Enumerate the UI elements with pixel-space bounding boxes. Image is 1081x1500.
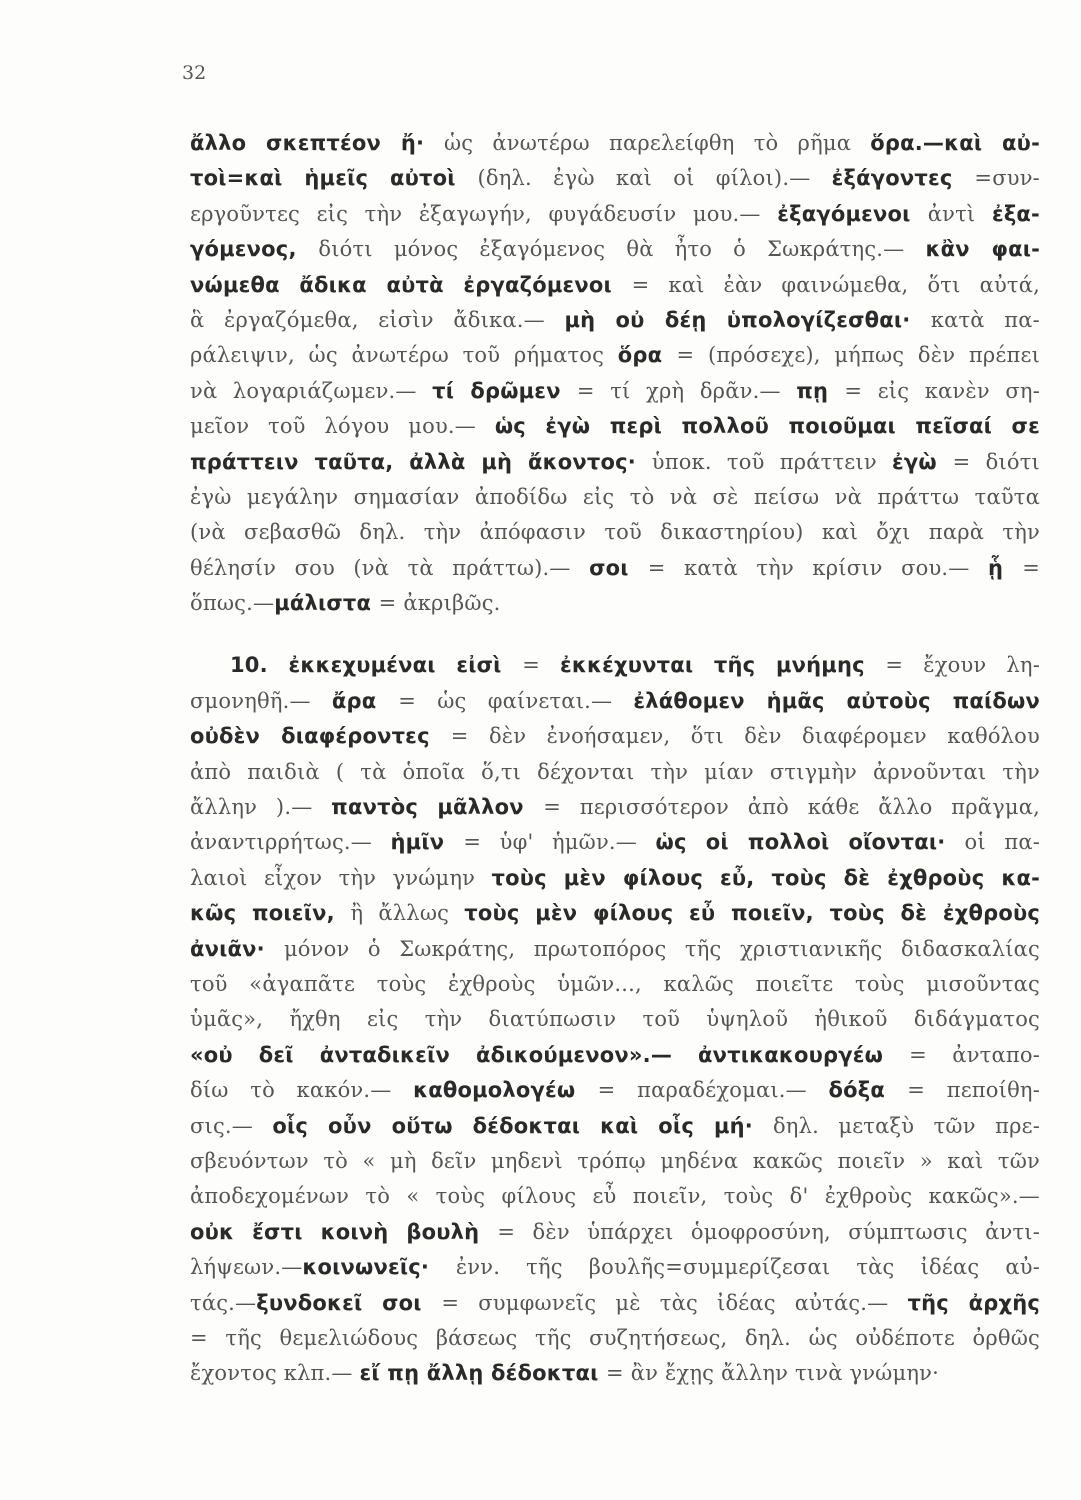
headword: «οὐ δεῖ ἀνταδικεῖν ἀδικούμενον».— ἀντικακουργέω (190, 1042, 910, 1067)
gloss-text: ράλειψιν, ὡς ἀνωτέρω τοῦ ρήματος (190, 343, 618, 368)
text-line (190, 1215, 1040, 1250)
headword: ἐξαγόμενοι (777, 201, 928, 226)
headword: τοὶ=καὶ ἡμεῖς αὐτοὶ (190, 166, 478, 191)
gloss-text: ἀναντιρρήτως.— (190, 830, 391, 855)
gloss-text: ἀποδεχομένων τὸ « τοὺς φίλους εὖ ποιεῖν, τοὺς δ' ἐχθροὺς κακῶς».— (190, 1184, 1040, 1209)
gloss-text: ἐνν. τῆς βουλῆς=συμμερίζεσαι τὰς ἰδέας αὐ- (455, 1255, 1040, 1280)
text-line (190, 551, 1040, 586)
gloss-text: ἔχοντος κλπ.— (190, 1361, 360, 1386)
text-line (190, 445, 1040, 480)
text-line (190, 861, 1040, 896)
text-line (190, 586, 1040, 621)
gloss-text: μόνον ὁ Σωκράτης, πρωτοπόρος τῆς χριστιανικῆς διδασκαλίας (283, 936, 1040, 961)
headword: νώμεθα ἄδικα αὐτὰ ἐργαζόμενοι (190, 272, 632, 297)
text-line (190, 409, 1040, 444)
headword: ἄρα (331, 688, 399, 713)
text-line (190, 126, 1040, 161)
gloss-text: = ὑφ' ἡμῶν.— (463, 830, 656, 855)
headword: τοὺς μὲν φίλους εὖ ποιεῖν, τοὺς δὲ ἐχθροὺς (464, 901, 1040, 926)
gloss-text: ὅπως.— (190, 591, 275, 616)
gloss-text: = ἔχουν λη- (885, 653, 1041, 678)
gloss-text: κατὰ πα- (930, 307, 1040, 332)
headword: ὅρα (617, 343, 677, 368)
gloss-text: ὑποκ. τοῦ πράττειν (651, 449, 892, 474)
headword: σοι (589, 555, 648, 580)
text-line (190, 1144, 1040, 1179)
headword: ὡς ἐγὼ περὶ πολλοῦ ποιοῦμαι πεῖσαί σε (494, 414, 1040, 439)
text-line (190, 1321, 1040, 1356)
gloss-text: = πεποίθη- (907, 1078, 1040, 1103)
text-line (190, 896, 1040, 931)
text-line (190, 303, 1040, 338)
gloss-text: = δὲν ἐνοήσαμεν, ὅτι δὲν διαφέρομεν καθόλου (450, 724, 1040, 749)
gloss-text: = ὡς φαίνεται.— (398, 688, 634, 713)
headword: οὐκ ἔστι κοινὴ βουλὴ (190, 1219, 498, 1244)
page-number: 32 (182, 62, 207, 84)
text-line (190, 480, 1040, 515)
text-line (190, 1356, 1040, 1391)
text-line (190, 374, 1040, 409)
headword: γόμενος, (190, 237, 319, 262)
text-line (190, 790, 1040, 825)
gloss-text: δηλ. μεταξὺ τῶν πρε- (772, 1113, 1040, 1138)
text-line (190, 932, 1040, 967)
headword: οὐδὲν διαφέροντες (190, 724, 451, 749)
gloss-text: = δὲν ὑπάρχει ὁμοφροσύνη, σύμπτωσις ἀντι- (497, 1219, 1040, 1244)
headword: ἐξα- (991, 201, 1040, 226)
gloss-text: νὰ λογαριάζωμεν.— (190, 378, 433, 403)
headword: ᾗ (987, 555, 1023, 580)
commentary-text (190, 126, 1040, 1392)
headword: ὡς οἱ πολλοὶ οἴονται· (655, 830, 965, 855)
gloss-text: = διότι (952, 449, 1040, 474)
headword: 10. ἐκκεχυμέναι εἰσὶ (230, 653, 523, 678)
headword: εἴ πῃ ἄλλῃ δέδοκται (359, 1361, 607, 1386)
headword: ἐλάθομεν ἡμᾶς αὐτοὺς παίδων (633, 688, 1041, 713)
headword: καθομολογέω (413, 1078, 598, 1103)
text-line (190, 338, 1040, 373)
headword: ἐγὼ (891, 449, 953, 474)
headword: ὅρα.—καὶ αὐ- (870, 131, 1040, 155)
text-line (190, 825, 1040, 860)
headword: δόξα (828, 1078, 908, 1103)
headword: τί δρῶμεν (432, 378, 577, 403)
gloss-text: εργοῦντες εἰς τὴν ἐξαγωγήν, φυγάδευσίν μου.— (190, 201, 778, 226)
gloss-text: λαιοὶ εἶχον τὴν γνώμην (190, 865, 492, 890)
gloss-text: = συμφωνεῖς μὲ τὰς ἰδέας αὐτάς.— (441, 1290, 908, 1315)
gloss-text: οἱ πα- (964, 830, 1041, 855)
text-line (190, 515, 1040, 550)
headword: πράττειν ταῦτα, ἀλλὰ μὴ ἄκοντος· (190, 449, 652, 474)
gloss-text: ἐγὼ μεγάλην σημασίαν ἀποδίδω εἰς τὸ νὰ σὲ πείσω νὰ πράττω ταῦτα (190, 484, 1040, 509)
headword: κοινωνεῖς· (302, 1255, 456, 1280)
gloss-text: = (1022, 555, 1041, 580)
text-line (190, 648, 1040, 683)
gloss-text: = τῆς θεμελιώδους βάσεως τῆς συζητήσεως, δηλ. ὡς οὐδέποτε ὀρθῶς (190, 1325, 1040, 1350)
headword: κἂν φαι- (925, 237, 1040, 262)
headword: ἡμῖν (390, 830, 464, 855)
headword: πῃ (796, 378, 845, 403)
headword: τῆς ἀρχῆς (907, 1290, 1040, 1315)
gloss-text: ἢ ἄλλως (350, 901, 465, 926)
gloss-text: ἀντὶ (927, 201, 992, 226)
gloss-text: σμονηθῆ.— (190, 688, 332, 713)
text-line (190, 232, 1040, 267)
text-line (190, 268, 1040, 303)
text-line (190, 197, 1040, 232)
gloss-text: (νὰ σεβασθῶ δηλ. τὴν ἀπόφασιν τοῦ δικαστηρίου) καὶ ὄχι παρὰ τὴν (190, 520, 1040, 545)
headword: ἀνιᾶν· (190, 936, 284, 961)
text-line (190, 1286, 1040, 1321)
gloss-text: διότι μόνος ἐξαγόμενος θὰ ἦτο ὁ Σωκράτης.— (318, 237, 926, 262)
text-line (190, 161, 1040, 196)
gloss-text: σις.— (190, 1113, 273, 1138)
gloss-text: λήψεων.— (190, 1255, 303, 1280)
gloss-text: = καὶ ἐὰν φαινώμεθα, ὅτι αὐτά, (631, 272, 1040, 297)
gloss-text: = περισσότερον ἀπὸ κάθε ἄλλο πρᾶγμα, (543, 795, 1041, 820)
text-line (190, 1109, 1040, 1144)
gloss-text: τάς.— (190, 1290, 257, 1315)
gloss-text: = εἰς κανὲν ση- (844, 378, 1040, 403)
text-line (190, 1038, 1040, 1073)
gloss-text: ἀπὸ παιδιὰ ( τὰ ὁποῖα ὅ,τι δέχονται τὴν μίαν στιγμὴν ἀρνοῦνται τὴν (190, 759, 1040, 784)
text-line (190, 967, 1040, 1002)
headword: ἐκκέχυνται τῆς μνήμης (560, 653, 886, 678)
gloss-text: (δηλ. ἐγὼ καὶ οἱ φίλοι).— (477, 166, 832, 191)
text-line (190, 1179, 1040, 1214)
headword: τοὺς μὲν φίλους εὖ, τοὺς δὲ ἐχθροὺς κα- (491, 865, 1040, 890)
gloss-text: = (522, 653, 561, 678)
text-line (190, 719, 1040, 754)
gloss-text: θέλησίν σου (νὰ τὰ πράττω).— (190, 555, 590, 580)
gloss-text: ἃ ἐργαζόμεθα, εἰσὶν ἄδικα.— (190, 307, 565, 332)
gloss-text: = κατὰ τὴν κρίσιν σου.— (647, 555, 988, 580)
gloss-text: μεῖον τοῦ λόγου μου.— (190, 414, 495, 439)
gloss-text: δίω τὸ κακόν.— (190, 1078, 414, 1103)
gloss-text: σβευόντων τὸ « μὴ δεῖν μηδενὶ τρόπῳ μηδένα κακῶς ποιεῖν » καὶ τῶν (190, 1148, 1040, 1173)
text-line (190, 1002, 1040, 1037)
gloss-text: τοῦ «ἀγαπᾶτε τοὺς ἐχθροὺς ὑμῶν..., καλῶς ποιεῖτε τοὺς μισοῦντας (190, 971, 1040, 996)
text-line (190, 755, 1040, 790)
text-line (190, 1250, 1040, 1285)
gloss-text: ὡς ἀνωτέρω παρελείφθη τὸ ρῆμα (443, 131, 871, 155)
gloss-text: ἄλλην ).— (190, 795, 332, 820)
text-line (190, 1073, 1040, 1108)
gloss-text: ὑμᾶς», ἤχθη εἰς τὴν διατύπωσιν τοῦ ὑψηλοῦ ἠθικοῦ διδάγματος (190, 1007, 1040, 1032)
gloss-text: =συν- (974, 166, 1040, 191)
gloss-text: = ἀκριβῶς. (378, 591, 501, 616)
headword: ἄλλο σκεπτέον ἤ· (190, 131, 444, 155)
text-line (190, 684, 1040, 719)
gloss-text: = τί χρὴ δρᾶν.— (576, 378, 797, 403)
headword: μάλιστα (274, 591, 379, 616)
headword: ἐξάγοντες (831, 166, 975, 191)
headword: οἷς οὖν οὕτω δέδοκται καὶ οἷς μή· (272, 1113, 773, 1138)
headword: κῶς ποιεῖν, (190, 901, 351, 926)
gloss-text: = παραδέχομαι.— (597, 1078, 829, 1103)
headword: παντὸς μᾶλλον (331, 795, 544, 820)
headword: ξυνδοκεῖ σοι (256, 1290, 442, 1315)
gloss-text: = (πρόσεχε), μήπως δὲν πρέπει (676, 343, 1041, 368)
headword: μὴ οὐ δέῃ ὑπολογίζεσθαι· (564, 307, 931, 332)
gloss-text: = ἀνταπο- (909, 1042, 1040, 1067)
gloss-text: = ἂν ἔχῃς ἄλλην τινὰ γνώμην· (606, 1361, 939, 1386)
